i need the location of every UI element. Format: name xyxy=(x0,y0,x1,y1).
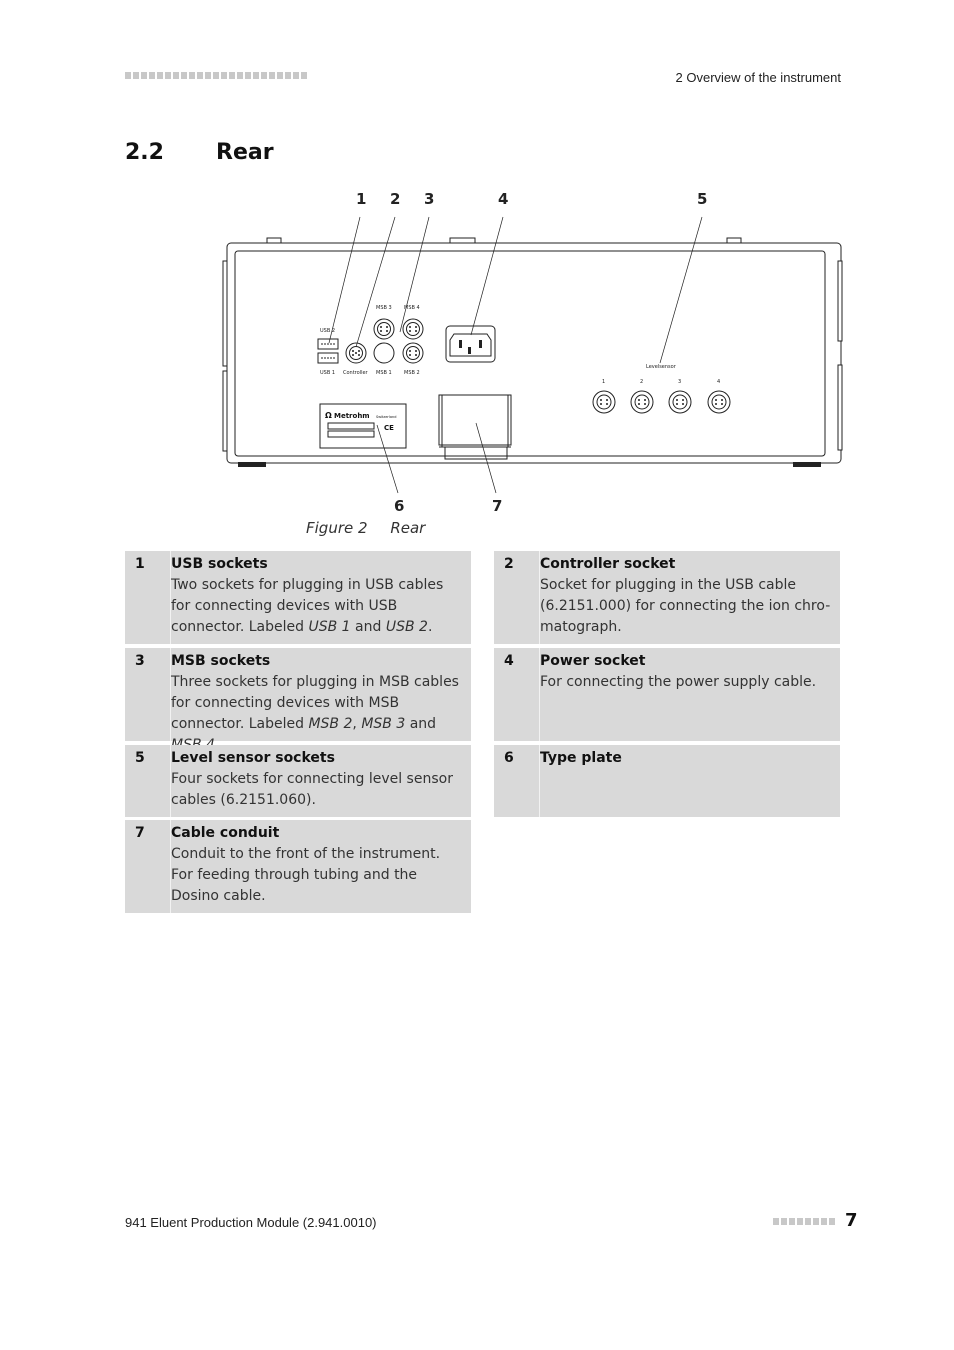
header-decoration xyxy=(125,72,307,79)
legend-text: Conduit to the front of the instrument. For feeding through tubing and the Dosino cable. xyxy=(171,846,441,904)
legend-number: 2 xyxy=(504,556,514,572)
legend-title: MSB sockets xyxy=(171,653,271,669)
legend-number: 1 xyxy=(135,556,145,572)
figure-caption xyxy=(306,519,425,537)
callout-5: 5 xyxy=(697,190,708,208)
label-level-3: 3 xyxy=(678,379,682,385)
svg-text:Ω: Ω xyxy=(325,411,332,420)
label-controller: Controller xyxy=(343,370,368,376)
legend-text: Two sockets for plugging in USB cables for connecting devices with USB connector. Labeled USB 1 and USB 2. xyxy=(171,577,444,635)
type-plate-origin: Switzerland xyxy=(376,415,397,419)
type-plate-mark: CE xyxy=(384,424,394,432)
type-plate xyxy=(320,404,406,448)
type-plate-brand: Metrohm xyxy=(334,412,370,420)
label-msb2: MSB 2 xyxy=(404,370,420,376)
legend-title: USB sockets xyxy=(171,556,268,572)
legend-item-msb-sockets xyxy=(125,648,471,741)
callout-7: 7 xyxy=(492,497,503,515)
label-level-2: 2 xyxy=(640,379,644,385)
legend-title: Cable conduit xyxy=(171,825,280,841)
legend-text: Three sockets for plugging in MSB cables for connecting devices with MSB connector. Labeled MSB 2, MSB 3 and xyxy=(171,674,459,732)
legend-item-power-socket xyxy=(494,648,840,741)
legend-number: 5 xyxy=(135,750,145,766)
callout-6: 6 xyxy=(394,497,405,515)
section-number: 2.2 xyxy=(125,140,164,165)
label-msb3: MSB 3 xyxy=(376,305,392,311)
legend-number: 4 xyxy=(504,653,514,669)
rear-figure xyxy=(210,185,850,515)
label-usb2: USB 2 xyxy=(320,328,336,334)
legend-text: For connecting the power supply cable. xyxy=(540,674,817,690)
section-heading xyxy=(125,140,274,165)
legend-item-type-plate xyxy=(494,745,840,817)
callout-1: 1 xyxy=(356,190,367,208)
legend-title: Level sensor sockets xyxy=(171,750,335,766)
figure-title: Rear xyxy=(390,519,426,537)
callout-3: 3 xyxy=(424,190,435,208)
callout-4: 4 xyxy=(498,190,509,208)
instrument-rear-drawing xyxy=(210,185,850,515)
legend-title: Type plate xyxy=(540,750,622,766)
legend-number: 3 xyxy=(135,653,145,669)
footer-product: 941 Eluent Production Module (2.941.0010) xyxy=(125,1215,377,1230)
legend-number: 6 xyxy=(504,750,514,766)
label-levelsensor: Levelsensor xyxy=(646,364,676,370)
legend-item-level-sensor-sockets xyxy=(125,745,471,817)
legend-item-controller-socket xyxy=(494,551,840,644)
label-usb1: USB 1 xyxy=(320,370,336,376)
label-level-1: 1 xyxy=(602,379,606,385)
legend-title: Power socket xyxy=(540,653,646,669)
page-number: 7 xyxy=(845,1210,858,1231)
section-title: Rear xyxy=(216,140,274,165)
label-level-4: 4 xyxy=(717,379,721,385)
legend-number: 7 xyxy=(135,825,145,841)
running-head: 2 Overview of the instrument xyxy=(675,70,841,85)
legend-title: Controller socket xyxy=(540,556,676,572)
footer-decoration xyxy=(773,1218,835,1225)
legend-item-cable-conduit xyxy=(125,820,471,913)
label-msb4: MSB 4 xyxy=(404,305,420,311)
label-msb1: MSB 1 xyxy=(376,370,392,376)
legend-item-usb-sockets xyxy=(125,551,471,644)
legend-text: Socket for plugging in the USB cable (6.2151.000) for connecting the ion chro-matograph. xyxy=(540,577,831,635)
legend-text: Four sockets for connecting level sensor cables (6.2151.060). xyxy=(171,771,453,808)
callout-2: 2 xyxy=(390,190,401,208)
figure-number: Figure 2 xyxy=(306,519,368,537)
